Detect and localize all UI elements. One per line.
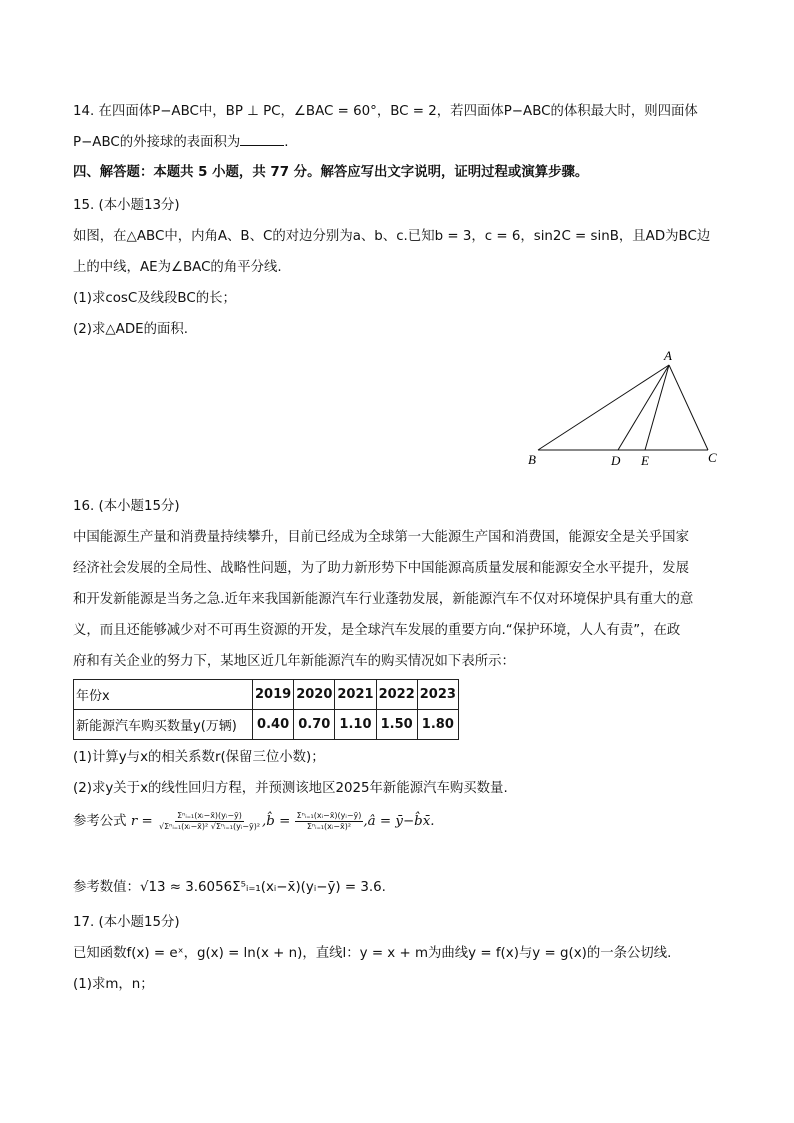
q16-para-3: 和开发新能源是当务之急.近年来我国新能源汽车行业蓬勃发展，新能源汽车不仅对环境保护具有重大的意 [73,592,694,607]
q16-part1: (1)计算y与x的相关系数r(保留三位小数)； [73,750,325,765]
formula-r-numerator: Σⁿᵢ₌₁(xᵢ−x̄)(yᵢ−ȳ) [177,810,242,820]
formula-b-lhs: ,b̂ = [262,814,291,829]
formula-b-numerator: Σⁿᵢ₌₁(xᵢ−x̄)(yᵢ−ȳ) [296,810,362,820]
table-cell: 1.50 [376,710,417,740]
q14-line1: 14. 在四面体P−ABC中，BP ⊥ PC，∠BAC = 60°，BC = 2，若四面体P−ABC的体积最大时，则四面体 [73,104,698,119]
q16-para-5: 府和有关企业的努力下，某地区近几年新能源汽车的购买情况如下表所示： [73,654,515,669]
q15-title: 15. (本小题13分) [73,198,180,213]
q15-part1: (1)求cosC及线段BC的长； [73,291,236,306]
triangle-figure [520,345,730,470]
q17-part1: (1)求m，n； [73,977,154,992]
ref-data-value: √13 ≈ 3.6056Σ⁵ᵢ₌₁(xᵢ−x̄)(yᵢ−ȳ) = 3.6. [139,880,386,895]
table-cell: 2019 [253,680,294,710]
q16-para-2: 经济社会发展的全局性、战略性问题，为了助力新形势下中国能源高质量发展和能源安全水平提升，发展 [73,561,689,576]
label-a: A [664,348,672,363]
q16-title: 16. (本小题15分) [73,499,180,514]
formula-r-lhs: r = [130,814,153,829]
answer-blank [240,132,284,146]
q15-part2: (2)求△ADE的面积. [73,322,189,337]
table-header-quantity: 新能源汽车购买数量y(万辆) [74,710,253,740]
q17-line1: 已知函数f(x) = eˣ，g(x) = ln(x + n)，直线l：y = x + m为曲线y = f(x)与y = g(x)的一条公切线. [73,946,672,961]
median-ad [618,365,669,450]
vehicle-data-table [73,679,459,740]
formula-b-fraction [295,811,364,832]
table-cell: 0.40 [253,710,294,740]
q14-line2-text: P−ABC的外接球的表面积为 [73,135,241,150]
reference-formula [73,810,435,832]
q15-line1: 如图，在△ABC中，内角A、B、C的对边分别为a、b、c.已知b = 3，c = 6，sin2C = sinB，且AD为BC边 [73,229,711,244]
table-row [74,710,459,740]
table-cell: 0.70 [294,710,335,740]
ref-data-label: 参考数值： [73,880,140,895]
table-cell: 2022 [376,680,417,710]
table-cell: 2023 [417,680,458,710]
reference-data [73,878,386,898]
formula-r-denominator: √Σⁿᵢ₌₁(xᵢ−x̄)² √Σⁿᵢ₌₁(yᵢ−ȳ)² [158,821,261,831]
q17-title: 17. (本小题15分) [73,915,180,930]
q16-para-1: 中国能源生产量和消费量持续攀升，目前已经成为全球第一大能源生产国和消费国，能源安全是关乎国家 [73,530,689,545]
q16-para-4: 义，而且还能够减少对不可再生资源的开发，是全球汽车发展的重要方向.“保护环境，人人有责”，在政 [73,623,681,638]
formula-a: ,â = ȳ−b̂x̄. [363,814,435,829]
formula-label: 参考公式 [73,814,127,829]
table-cell: 2020 [294,680,335,710]
label-c: C [708,450,717,465]
label-d: D [611,453,621,468]
table-cell: 2021 [335,680,376,710]
q15-line2: 上的中线，AE为∠BAC的角平分线. [73,260,282,275]
table-header-year: 年份x [74,680,253,710]
formula-r-fraction [157,811,262,832]
side-ab [538,365,669,450]
table-row [74,680,459,710]
section-heading: 四、解答题：本题共 5 小题，共 77 分。解答应写出文字说明，证明过程或演算步骤。 [73,165,589,180]
q14-line2-end: . [284,135,289,150]
label-b: B [528,452,536,467]
side-ac [669,365,708,450]
formula-b-denominator: Σⁿᵢ₌₁(xᵢ−x̄)² [306,821,352,831]
q16-part2: (2)求y关于x的线性回归方程，并预测该地区2025年新能源汽车购买数量. [73,781,508,796]
label-e: E [641,453,649,468]
table-cell: 1.80 [417,710,458,740]
q14-line2 [73,132,289,153]
table-cell: 1.10 [335,710,376,740]
